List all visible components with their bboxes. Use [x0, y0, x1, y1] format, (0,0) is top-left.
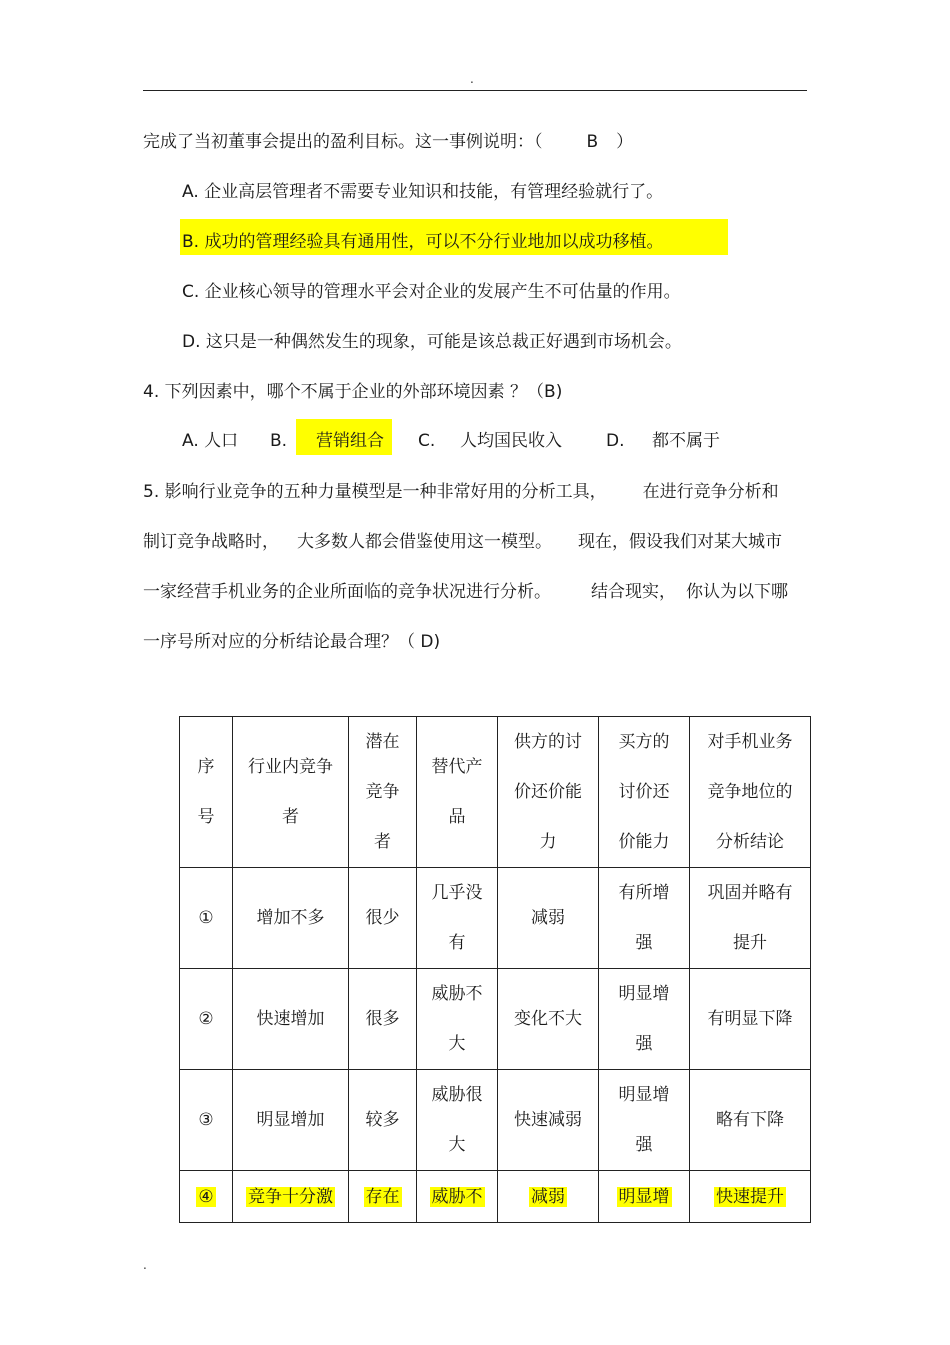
- table-cell: 明显增加: [233, 1070, 349, 1171]
- q4-option-b-text: 营销组合: [316, 431, 384, 451]
- q5-line-4: 一序号所对应的分析结论最合理？（ D): [143, 632, 441, 652]
- q3-option-d: D. 这只是一种偶然发生的现象，可能是该总裁正好遇到市场机会。: [182, 332, 682, 352]
- q5-line-2c: 现在，假设我们对某大城市: [578, 532, 782, 552]
- header-mark: .: [470, 72, 474, 86]
- q4-option-d-text: 都不属于: [652, 431, 720, 451]
- table-cell: 巩固并略有 提升: [690, 868, 811, 969]
- table-cell: 有明显下降: [690, 969, 811, 1070]
- table-cell: 减弱: [498, 868, 599, 969]
- q4-option-c-text: 人均国民收入: [460, 431, 562, 451]
- table-cell: 威胁不: [417, 1171, 498, 1223]
- table-cell: ④: [180, 1171, 233, 1223]
- q5-line-2: [143, 530, 782, 554]
- q5-line-2b: 大多数人都会借鉴使用这一模型。: [297, 532, 552, 552]
- table-cell: ①: [180, 868, 233, 969]
- q5-line-3b: 结合现实，: [591, 582, 676, 602]
- table-cell: 威胁不 大: [417, 969, 498, 1070]
- q5-line-3: [143, 580, 788, 604]
- q5-line-3c: 你认为以下哪: [686, 582, 788, 602]
- table-cell: 几乎没 有: [417, 868, 498, 969]
- table-header-row: [180, 717, 811, 868]
- header-rule: [143, 90, 807, 91]
- table-cell: 快速增加: [233, 969, 349, 1070]
- header-cell-index: 序 号: [180, 717, 233, 868]
- table-cell: 明显增: [599, 1171, 690, 1223]
- q3-stem-end: [143, 130, 633, 154]
- table-cell: 威胁很 大: [417, 1070, 498, 1171]
- q3-option-a: A. 企业高层管理者不需要专业知识和技能，有管理经验就行了。: [182, 182, 664, 202]
- table-cell: 快速减弱: [498, 1070, 599, 1171]
- table-cell: 明显增 强: [599, 969, 690, 1070]
- q3-close: ）: [616, 132, 634, 152]
- q5-line-3a: 一家经营手机业务的企业所面临的竞争状况进行分析。: [143, 582, 551, 602]
- table-cell: 增加不多: [233, 868, 349, 969]
- table-cell: 有所增 强: [599, 868, 690, 969]
- footer-mark: .: [143, 1258, 147, 1272]
- five-forces-table: [179, 716, 811, 1223]
- header-cell-industry-rivals: 行业内竞争 者: [233, 717, 349, 868]
- q4-option-a: A. 人口: [182, 431, 239, 451]
- q5-line-1a: 5. 影响行业竞争的五种力量模型是一种非常好用的分析工具，: [143, 482, 607, 502]
- q4-option-c-letter: C.: [418, 431, 436, 451]
- table-cell: 明显增 强: [599, 1070, 690, 1171]
- table-cell: 快速提升: [690, 1171, 811, 1223]
- table-cell: 很少: [349, 868, 417, 969]
- header-cell-supplier-power: 供方的讨 价还价能 力: [498, 717, 599, 868]
- header-cell-potential-entrants: 潜在 竞争 者: [349, 717, 417, 868]
- table-cell: 变化不大: [498, 969, 599, 1070]
- q3-option-b: B. 成功的管理经验具有通用性，可以不分行业地加以成功移植。: [182, 232, 664, 252]
- q3-answer: B: [586, 132, 599, 152]
- q4-option-b-letter: B.: [270, 431, 288, 451]
- q4-option-d-letter: D.: [606, 431, 625, 451]
- q5-line-1b: 在进行竞争分析和: [642, 482, 779, 502]
- q5-line-2a: 制订竞争战略时，: [143, 532, 279, 552]
- table-row-highlighted: [180, 1171, 811, 1223]
- table-cell: ②: [180, 969, 233, 1070]
- table-row: [180, 969, 811, 1070]
- table-cell: 存在: [349, 1171, 417, 1223]
- table-cell: 略有下降: [690, 1070, 811, 1171]
- q5-line-1: [143, 480, 779, 504]
- table-cell: 较多: [349, 1070, 417, 1171]
- table-cell: 竞争十分激: [233, 1171, 349, 1223]
- q4-question: 4. 下列因素中，哪个不属于企业的外部环境因素 ？（B): [143, 382, 563, 402]
- q3-stem-text: 完成了当初董事会提出的盈利目标。这一事例说明：（: [143, 132, 543, 152]
- table-cell: 很多: [349, 969, 417, 1070]
- header-cell-buyer-power: 买方的 讨价还 价能力: [599, 717, 690, 868]
- header-cell-substitutes: 替代产 品: [417, 717, 498, 868]
- table-row: [180, 1070, 811, 1171]
- table-cell: ③: [180, 1070, 233, 1171]
- table-row: [180, 868, 811, 969]
- q3-option-c: C. 企业核心领导的管理水平会对企业的发展产生不可估量的作用。: [182, 282, 681, 302]
- table-cell: 减弱: [498, 1171, 599, 1223]
- header-cell-conclusion: 对手机业务 竞争地位的 分析结论: [690, 717, 811, 868]
